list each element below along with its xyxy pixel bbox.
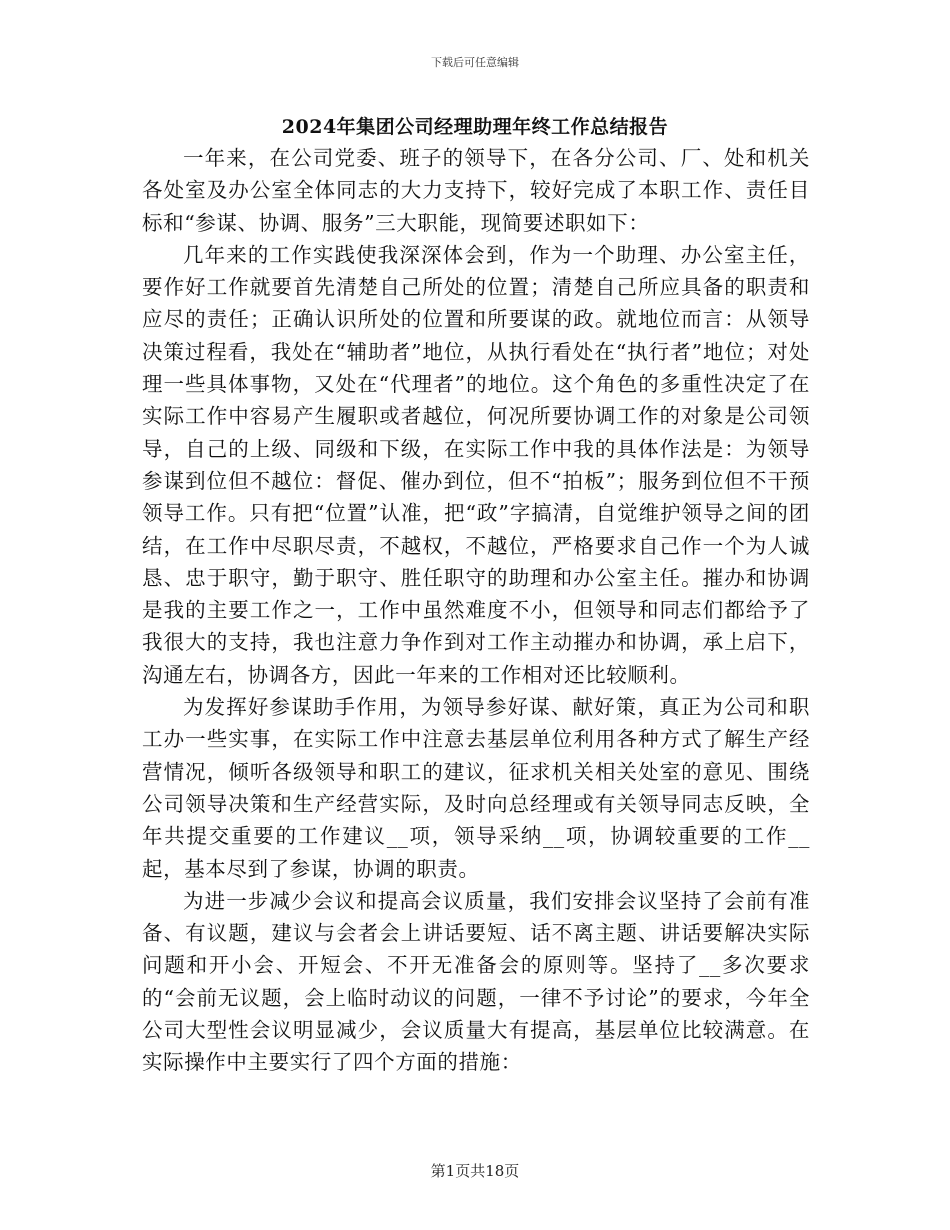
- download-note: 下载后可任意编辑: [431, 56, 519, 69]
- page-number: 第1页共18页: [430, 1162, 520, 1180]
- document-title: 2024年集团公司经理助理年终工作总结报告: [281, 116, 669, 138]
- document-body: [142, 142, 810, 1079]
- paragraph-advisory: 为发挥好参谋助手作用，为领导参好谋、献好策，真正为公司和职工办一些实事，在实际工作中注意去基层单位利用各种方式了解生产经营情况，倾听各级领导和职工的建议，征求机关相关处室的意见、围绕公司领导决策和生产经营实际，及时向总经理或有关领导同志反映，全年共提交重要的工作建议__项，领导采纳__项，协调较重要的工作__起，基本尽到了参谋，协调的职责。: [142, 695, 810, 881]
- paragraph-meetings: 为进一步减少会议和提高会议质量，我们安排会议坚持了会前有准备、有议题，建议与会者会上讲话要短、话不离主题、讲话要解决实际问题和开小会、开短会、不开无准备会的原则等。坚持了__多次要求的“会前无议题，会上临时动议的问题，一律不予讨论”的要求，今年全公司大型性会议明显减少，会议质量大有提高，基层单位比较满意。在实际操作中主要实行了四个方面的措施：: [142, 888, 810, 1075]
- paragraph-intro: 一年来，在公司党委、班子的领导下，在各分公司、厂、处和机关各处室及办公室全体同志的大力支持下，较好完成了本职工作、责任目标和“参谋、协调、服务”三大职能，现简要述职如下：: [142, 146, 810, 235]
- paragraph-position: 几年来的工作实践使我深深体会到，作为一个助理、办公室主任，要作好工作就要首先清楚自己所处的位置；清楚自己所应具备的职责和应尽的责任；正确认识所处的位置和所要谋的政。就地位而言：从领导决策过程看，我处在“辅助者”地位，从执行看处在“执行者”地位；对处理一些具体事物，又处在“代理者”的地位。这个角色的多重性决定了在实际工作中容易产生履职或者越位，何况所要协调工作的对象是公司领导，自己的上级、同级和下级，在实际工作中我的具体作法是：为领导参谋到位但不越位：督促、催办到位，但不“拍板”；服务到位但不干预领导工作。只有把“位置”认准，把“政”字搞清，自觉维护领导之间的团结，在工作中尽职尽责，不越权，不越位，严格要求自己作一个为人诚恳、忠于职守，勤于职守、胜任职守的助理和办公室主任。摧办和协调是我的主要工作之一，工作中虽然难度不小，但领导和同志们都给予了我很大的支持，我也注意力争作到对工作主动摧办和协调，承上启下，沟通左右，协调各方，因此一年来的工作相对还比较顺利。: [142, 242, 810, 687]
